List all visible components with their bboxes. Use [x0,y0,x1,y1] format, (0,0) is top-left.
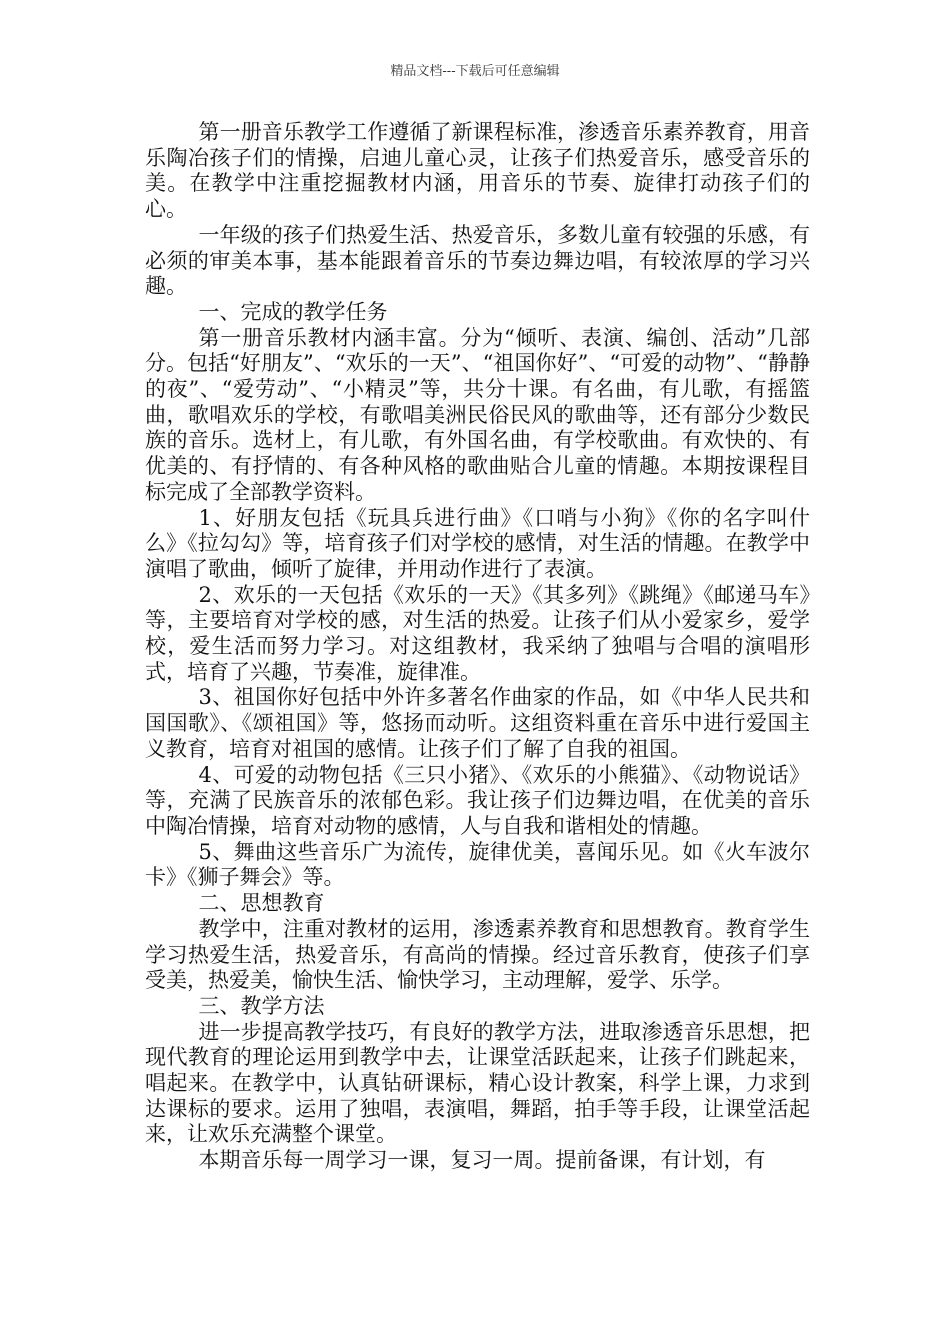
paragraph-schedule: 本期音乐每一周学习一课，复习一周。提前备课，有计划，有 [198,1148,766,1173]
paragraph-unit-1: 1、好朋友包括《玩具兵进行曲》《口哨与小狗》《你的名字叫什么》《拉勾勾》等，培育孩子们对学校的感情，对生活的情趣。在教学中演唱了歌曲，倾听了旋律，并用动作进行了表演。 [145,505,810,581]
paragraph-unit-4: 4、可爱的动物包括《三只小猪》、《欢乐的小熊猫》、《动物说话》等，充满了民族音乐的浓郁色彩。我让孩子们边舞边唱，在优美的音乐中陶冶情操，培育对动物的感情，人与自我和谐相处的情趣。 [145,762,810,838]
paragraph-unit-2: 2、欢乐的一天包括《欢乐的一天》《其多列》《跳绳》《邮递马车》等，主要培育对学校的感，对生活的热爱。让孩子们从小爱家乡，爱学校，爱生活而努力学习。对这组教材，我采纳了独唱与合唱的演唱形式，培育了兴趣，节奏准，旋律准。 [145,582,810,684]
section-heading-methods: 三、教学方法 [198,993,325,1018]
document-body [145,120,810,1174]
paragraph-ideology: 教学中，注重对教材的运用，渗透素养教育和思想教育。教育学生学习热爱生活，热爱音乐，有高尚的情操。经过音乐教育，使孩子们享受美，热爱美，愉快生活、愉快学习，主动理解，爱学、乐学。 [145,916,810,993]
paragraph-unit-3: 3、祖国你好包括中外许多著名作曲家的作品，如《中华人民共和国国歌》、《颂祖国》等，悠扬而动听。这组资料重在音乐中进行爱国主义教育，培育对祖国的感情。让孩子们了解了自我的祖国。 [145,685,810,761]
paragraph-students: 一年级的孩子们热爱生活、热爱音乐，多数儿童有较强的乐感，有必须的审美本事，基本能跟着音乐的节奏边舞边唱，有较浓厚的学习兴趣。 [145,222,810,299]
paragraph-tasks-overview: 第一册音乐教材内涵丰富。分为“倾听、表演、编创、活动”几部分。包括“好朋友”、“欢乐的一天”、“祖国你好”、“可爱的动物”、“静静的夜”、“爱劳动”、“小精灵”等，共分十课。有名曲，有儿歌，有摇篮曲，歌唱欢乐的学校，有歌唱美洲民俗民风的歌曲等，还有部分少数民族的音乐。选材上，有儿歌，有外国名曲，有学校歌曲。有欢快的、有优美的、有抒情的、有各种风格的歌曲贴合儿童的情趣。本期按课程目标完成了全部教学资料。 [145,325,810,504]
paragraph-intro: 第一册音乐教学工作遵循了新课程标准，渗透音乐素养教育，用音乐陶冶孩子们的情操，启迪儿童心灵，让孩子们热爱音乐，感受音乐的美。在教学中注重挖掘教材内涵，用音乐的节奏、旋律打动孩子们的心。 [145,120,810,222]
page-header: 精品文档---下载后可任意编辑 [390,64,560,79]
paragraph-methods: 进一步提高教学技巧，有良好的教学方法，进取渗透音乐思想，把现代教育的理论运用到教学中去，让课堂活跃起来，让孩子们跳起来，唱起来。在教学中，认真钻研课标，精心设计教案，科学上课，力求到达课标的要求。运用了独唱，表演唱，舞蹈，拍手等手段，让课堂活起来，让欢乐充满整个课堂。 [145,1019,810,1147]
section-heading-tasks: 一、完成的教学任务 [198,299,388,324]
section-heading-ideology: 二、思想教育 [198,891,325,916]
paragraph-unit-5: 5、舞曲这些音乐广为流传，旋律优美，喜闻乐见。如《火车波尔卡》《狮子舞会》等。 [145,839,810,890]
